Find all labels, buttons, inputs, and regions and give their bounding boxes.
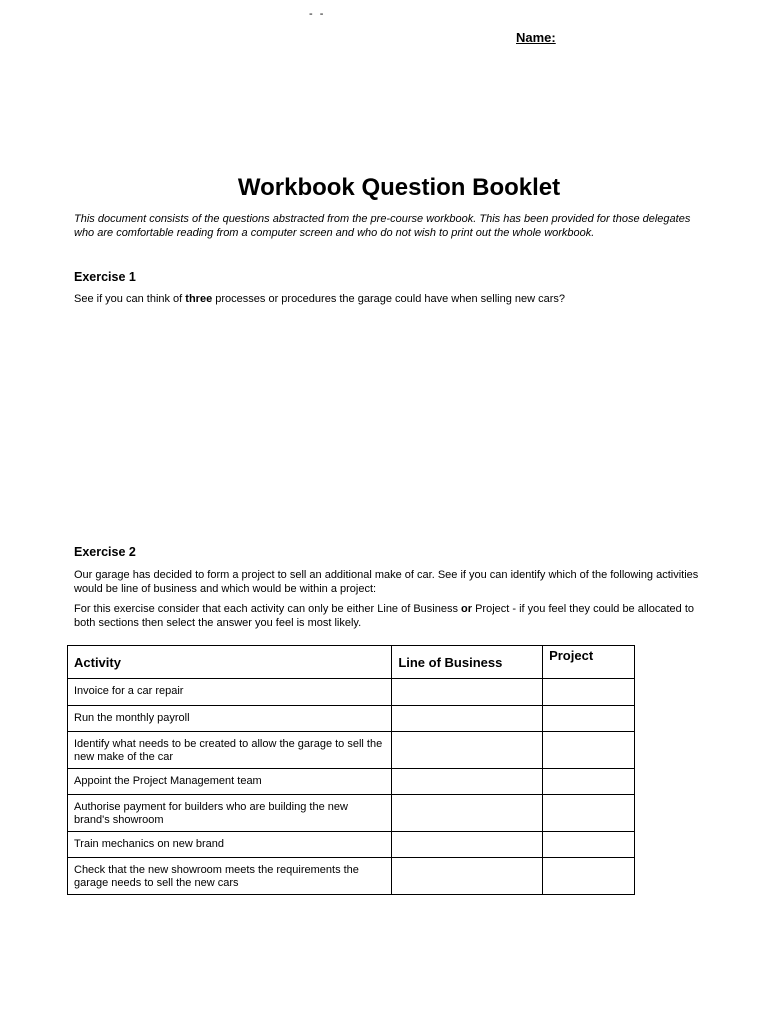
line-of-business-cell[interactable] — [392, 769, 543, 795]
project-cell[interactable] — [543, 832, 635, 858]
table-row — [68, 832, 635, 858]
table-row — [68, 795, 635, 832]
column-header-line-of-business: Line of Business — [392, 646, 543, 679]
project-cell[interactable] — [543, 769, 635, 795]
line-of-business-cell[interactable] — [392, 732, 543, 769]
exercise-1-question-emphasis: three — [185, 293, 213, 305]
table-row — [68, 679, 635, 706]
document-title: Workbook Question Booklet — [237, 174, 561, 201]
table-row — [68, 769, 635, 795]
project-cell[interactable] — [543, 679, 635, 706]
column-header-activity: Activity — [68, 646, 392, 679]
exercise-1-question-start: See if you can think of — [74, 293, 186, 305]
exercise-1-question-end: processes or procedures the garage could have when selling new cars? — [212, 293, 566, 305]
activity-cell: Invoice for a car repair — [68, 679, 392, 706]
activity-table — [67, 645, 635, 895]
project-cell[interactable] — [543, 732, 635, 769]
exercise-2-heading: Exercise 2 — [74, 545, 136, 559]
project-cell[interactable] — [543, 706, 635, 732]
exercise-2-paragraph-2-start: For this exercise consider that each activity can only be either Line of Business — [74, 603, 462, 615]
line-of-business-cell[interactable] — [392, 706, 543, 732]
exercise-2-paragraph-2-end: Project - if you feel they could be allocated to both sections then select the answer you feel is most likely. — [74, 603, 694, 629]
line-of-business-cell[interactable] — [392, 795, 543, 832]
table-header-row — [68, 646, 635, 679]
header-dashes: - - — [309, 8, 326, 20]
activity-cell: Check that the new showroom meets the requirements the garage needs to sell the new cars — [68, 858, 392, 895]
table-row — [68, 706, 635, 732]
exercise-2-paragraph-2-emphasis: or — [461, 603, 473, 615]
activity-cell: Run the monthly payroll — [68, 706, 392, 732]
activity-cell: Appoint the Project Management team — [68, 769, 392, 795]
exercise-1-question — [74, 292, 704, 306]
name-label: Name: — [516, 30, 556, 45]
project-cell[interactable] — [543, 795, 635, 832]
line-of-business-cell[interactable] — [392, 858, 543, 895]
activity-cell: Authorise payment for builders who are building the new brand's showroom — [68, 795, 392, 832]
exercise-2-paragraph-1: Our garage has decided to form a project to sell an additional make of car. See if you can identify which of the following activities would be line of business and which would be within a project: — [74, 569, 699, 595]
table-row — [68, 858, 635, 895]
line-of-business-cell[interactable] — [392, 679, 543, 706]
activity-cell: Train mechanics on new brand — [68, 832, 392, 858]
table-row — [68, 732, 635, 769]
exercise-2-paragraph-2 — [74, 602, 704, 630]
exercise-1-heading: Exercise 1 — [74, 270, 136, 284]
intro-paragraph: This document consists of the questions abstracted from the pre-course workbook. This has been provided for those delegates who are comfortable reading from a computer screen and who do not wish to print out the whole workbook. — [74, 213, 691, 239]
line-of-business-cell[interactable] — [392, 832, 543, 858]
activity-cell: Identify what needs to be created to allow the garage to sell the new make of the car — [68, 732, 392, 769]
project-cell[interactable] — [543, 858, 635, 895]
column-header-project: Project — [543, 646, 635, 679]
